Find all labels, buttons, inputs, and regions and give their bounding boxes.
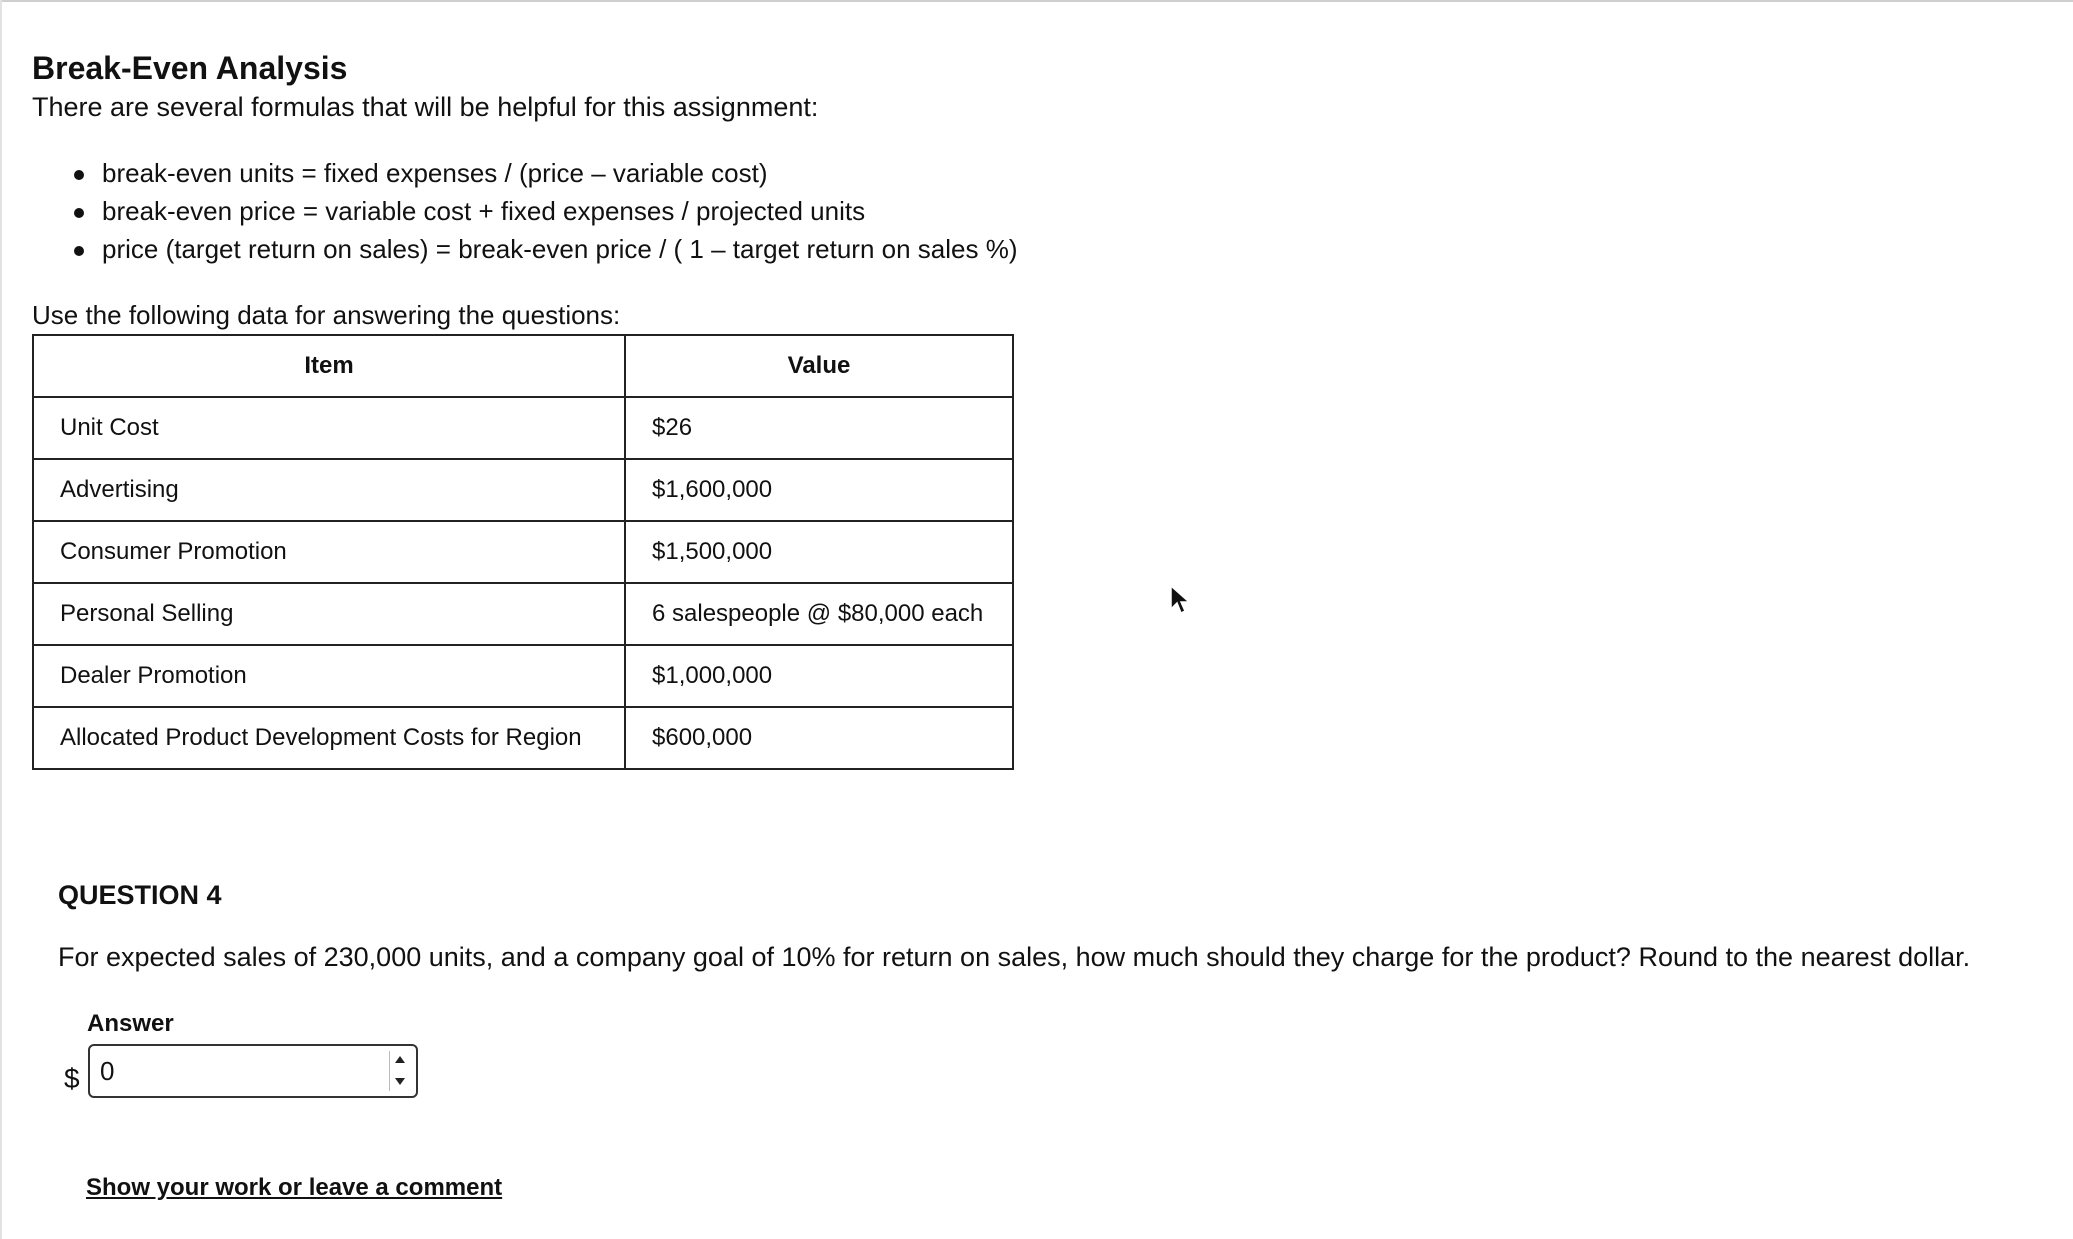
table-row	[33, 645, 1013, 707]
data-intro-text: Use the following data for answering the questions:	[32, 300, 621, 330]
chevron-down-icon[interactable]	[395, 1078, 405, 1085]
top-border	[0, 0, 2073, 2]
left-border	[0, 0, 2, 1239]
row-value: $1,600,000	[625, 459, 1013, 521]
page-title: Break-Even Analysis	[32, 50, 348, 86]
show-work-link[interactable]: Show your work or leave a comment	[86, 1174, 503, 1201]
table-row	[33, 459, 1013, 521]
formula-item: break-even price = variable cost + fixed expenses / projected units	[72, 192, 1017, 230]
row-value: $1,500,000	[625, 521, 1013, 583]
formula-list	[72, 154, 1017, 268]
row-value: $26	[625, 397, 1013, 459]
answer-label: Answer	[87, 1010, 174, 1037]
answer-number-field[interactable]	[88, 1044, 418, 1098]
row-item: Advertising	[33, 459, 625, 521]
row-value: $1,000,000	[625, 645, 1013, 707]
row-value: 6 salespeople @ $80,000 each	[625, 583, 1013, 645]
column-header-value: Value	[625, 335, 1013, 397]
row-value: $600,000	[625, 707, 1013, 769]
currency-symbol: $	[64, 1063, 80, 1094]
question-title: QUESTION 4	[58, 880, 222, 910]
table-row	[33, 583, 1013, 645]
table-row	[33, 521, 1013, 583]
mouse-pointer-icon	[1170, 585, 1190, 615]
chevron-up-icon[interactable]	[395, 1056, 405, 1063]
number-spinner[interactable]	[389, 1051, 410, 1091]
answer-input[interactable]	[100, 1054, 370, 1088]
row-item: Dealer Promotion	[33, 645, 625, 707]
formula-item: price (target return on sales) = break-even price / ( 1 – target return on sales %)	[72, 230, 1017, 268]
intro-text: There are several formulas that will be helpful for this assignment:	[32, 92, 819, 122]
column-header-item: Item	[33, 335, 625, 397]
table-row	[33, 397, 1013, 459]
row-item: Consumer Promotion	[33, 521, 625, 583]
row-item: Unit Cost	[33, 397, 625, 459]
row-item: Allocated Product Development Costs for Region	[33, 707, 625, 769]
row-item: Personal Selling	[33, 583, 625, 645]
table-header-row	[33, 335, 1013, 397]
question-text: For expected sales of 230,000 units, and a company goal of 10% for return on sales, how much should they charge for the product? Round to the nearest dollar.	[58, 942, 1971, 972]
table-row	[33, 707, 1013, 769]
formula-item: break-even units = fixed expenses / (price – variable cost)	[72, 154, 1017, 192]
data-table	[32, 334, 1014, 770]
